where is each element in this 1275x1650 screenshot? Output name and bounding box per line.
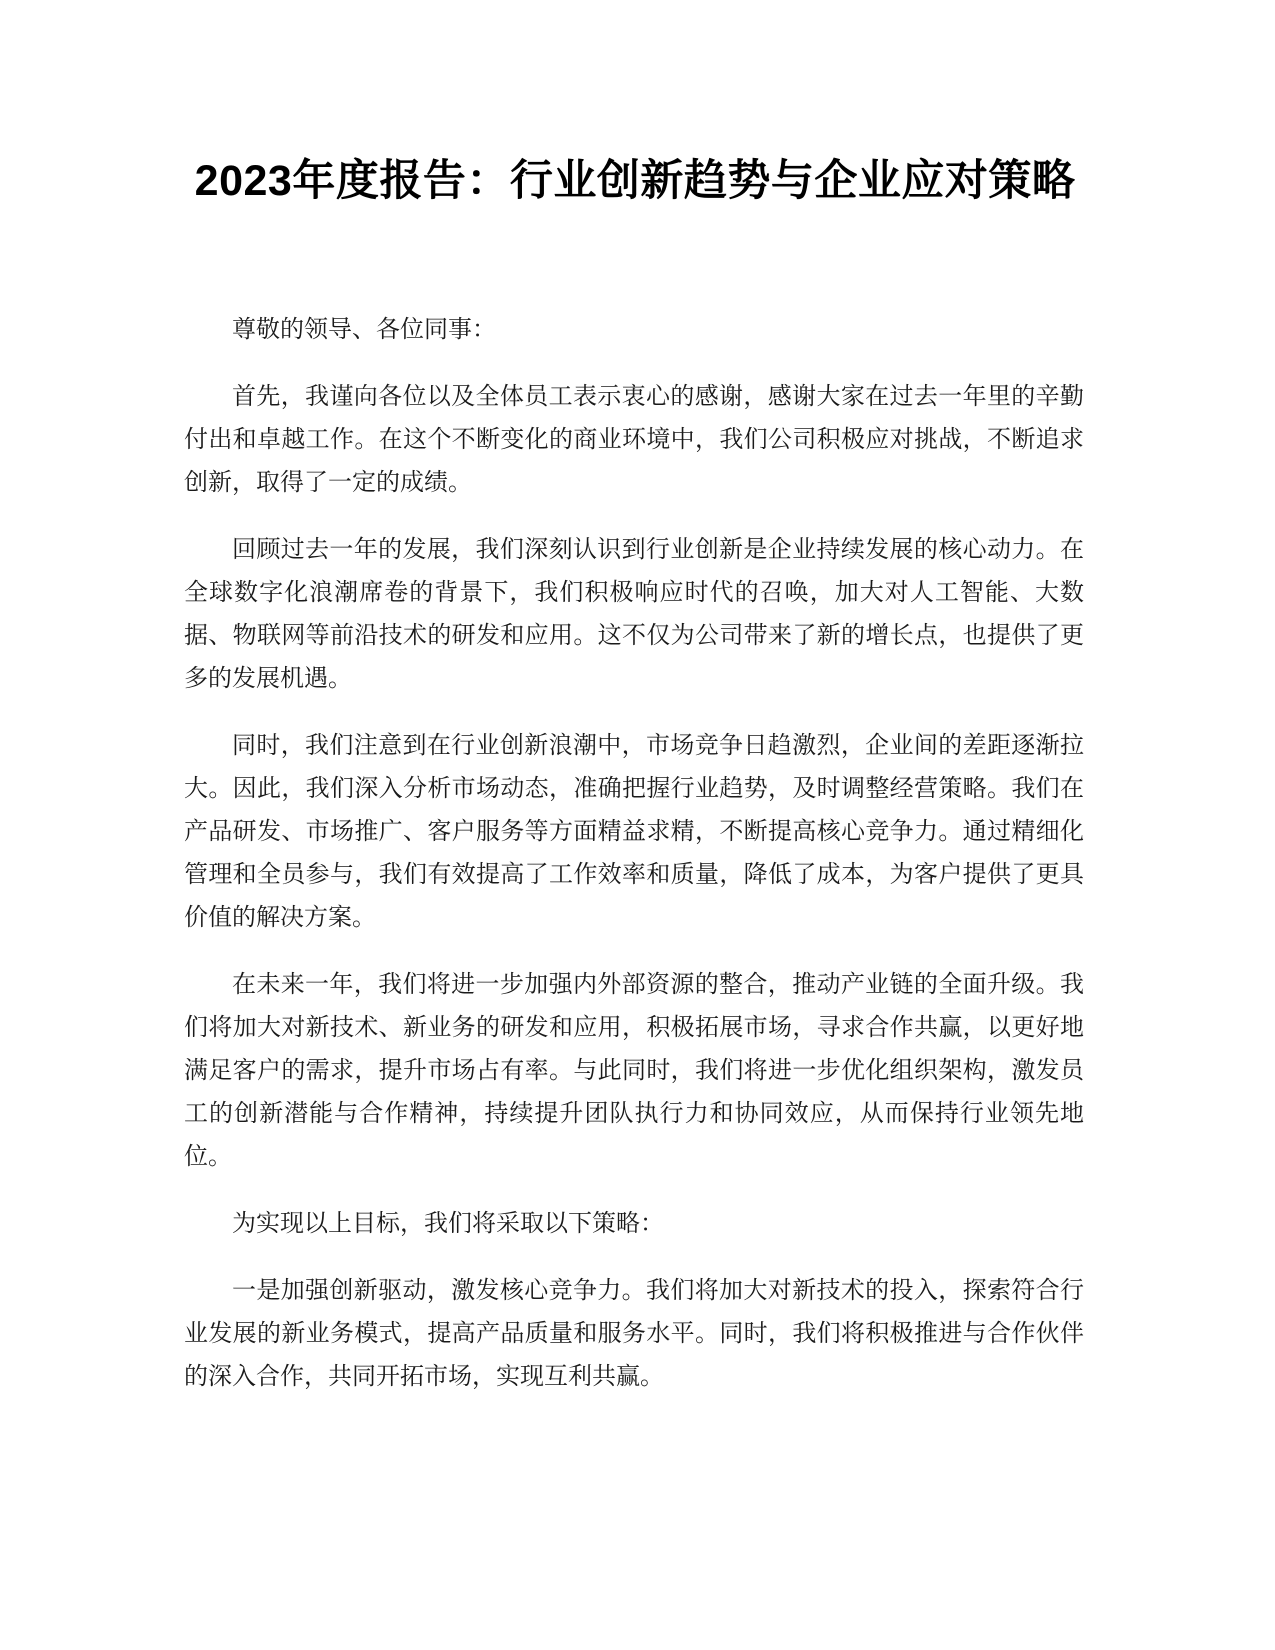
document-body bbox=[184, 308, 1084, 1422]
body-paragraph-strategy-intro: 为实现以上目标，我们将采取以下策略： bbox=[232, 1209, 664, 1237]
body-paragraph-thanks: 首先，我谨向各位以及全体员工表示衷心的感谢，感谢大家在过去一年里的辛勤付出和卓越工作。在这个不断变化的商业环境中，我们公司积极应对挑战，不断追求创新，取得了一定的成绩。 bbox=[184, 382, 1084, 496]
body-paragraph-competition: 同时，我们注意到在行业创新浪潮中，市场竞争日趋激烈，企业间的差距逐渐拉大。因此，我们深入分析市场动态，准确把握行业趋势，及时调整经营策略。我们在产品研发、市场推广、客户服务等方面精益求精，不断提高核心竞争力。通过精细化管理和全员参与，我们有效提高了工作效率和质量，降低了成本，为客户提供了更具价值的解决方案。 bbox=[184, 731, 1084, 931]
body-paragraph-strategy-one: 一是加强创新驱动，激发核心竞争力。我们将加大对新技术的投入，探索符合行业发展的新业务模式，提高产品质量和服务水平。同时，我们将积极推进与合作伙伴的深入合作，共同开拓市场，实现互利共赢。 bbox=[184, 1276, 1084, 1390]
salutation-paragraph: 尊敬的领导、各位同事： bbox=[232, 315, 496, 343]
body-paragraph-review: 回顾过去一年的发展，我们深刻认识到行业创新是企业持续发展的核心动力。在全球数字化浪潮席卷的背景下，我们积极响应时代的召唤，加大对人工智能、大数据、物联网等前沿技术的研发和应用。这不仅为公司带来了新的增长点，也提供了更多的发展机遇。 bbox=[184, 535, 1084, 692]
document-title: 2023年度报告：行业创新趋势与企业应对策略 bbox=[194, 157, 1076, 205]
body-paragraph-future: 在未来一年，我们将进一步加强内外部资源的整合，推动产业链的全面升级。我们将加大对新技术、新业务的研发和应用，积极拓展市场，寻求合作共赢，以更好地满足客户的需求，提升市场占有率。与此同时，我们将进一步优化组织架构，激发员工的创新潜能与合作精神，持续提升团队执行力和协同效应，从而保持行业领先地位。 bbox=[184, 970, 1084, 1170]
